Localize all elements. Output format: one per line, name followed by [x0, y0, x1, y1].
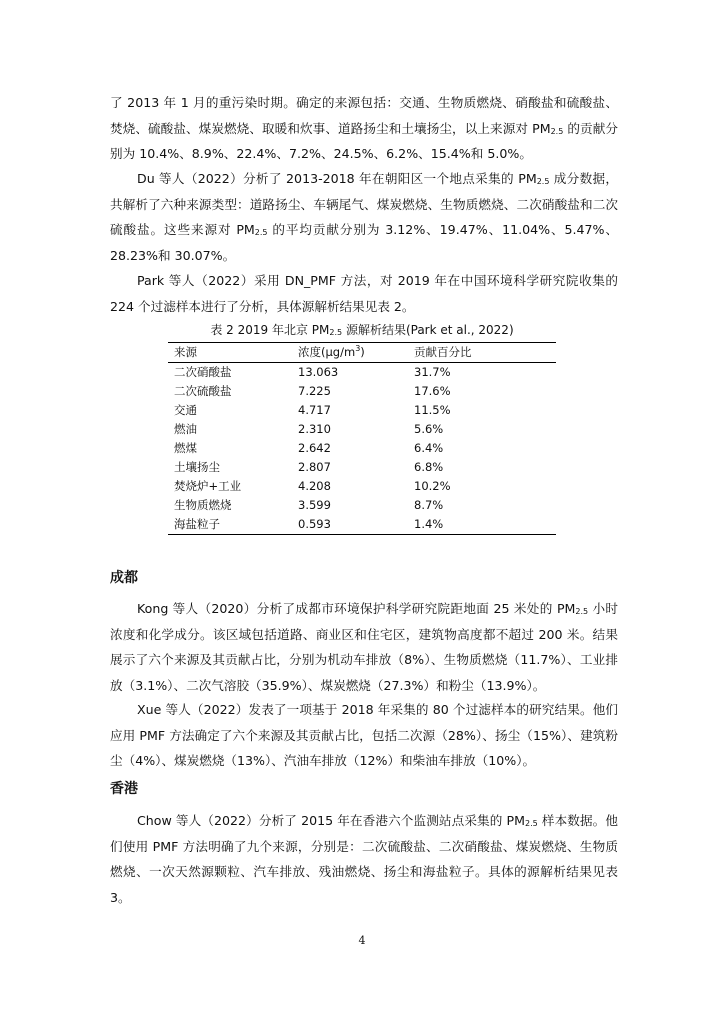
- cell-concentration: 13.063: [298, 365, 339, 379]
- paragraph-beijing-2013: 了 2013 年 1 月的重污染时期。确定的来源包括：交通、生物质燃烧、硝酸盐和硫酸盐、焚烧、硫酸盐、煤炭燃烧、取暖和炊事、道路扬尘和土壤扬尘，以上来源对 $PM_{2.5}$ 的贡献分别为 10.4%、8.9%、22.4%、7.2%、24.5%、6.2%、15.4%和 5.0%。: [110, 95, 618, 161]
- cell-concentration: 4.208: [298, 479, 331, 493]
- page-number: 4: [358, 934, 366, 947]
- paragraph-chow-2022: Chow 等人（2022）分析了 2015 年在香港六个监测站点采集的 $PM_{2.5}$ 样本数据。他们使用 PMF 方法明确了九个来源，分别是：二次硫酸盐、二次硝酸盐、煤炭燃烧、生物质燃烧、一次天然源颗粒、汽车排放、残油燃烧、扬尘和海盐粒子。具体的源解析结果见表 3。: [110, 813, 618, 905]
- heading-chengdu: 成都: [110, 570, 138, 586]
- cell-contribution: 31.7%: [414, 365, 451, 379]
- header-source: 来源: [168, 343, 292, 363]
- cell-source: 二次硫酸盐: [174, 384, 232, 398]
- cell-contribution: 1.4%: [408, 515, 556, 535]
- cell-source: 生物质燃烧: [174, 498, 232, 512]
- table-row: [168, 496, 556, 515]
- paragraph-du-2022: Du 等人（2022）分析了 2013-2018 年在朝阳区一个地点采集的 $PM_{2.5}$ 成分数据，共解析了六种来源类型：道路扬尘、车辆尾气、煤炭燃烧、生物质燃烧、二次硝酸盐和二次硫酸盐。这些来源对 $PM_{2.5}$ 的平均贡献分别为 3.12%、19.47%、11.04%、5.47%、28.23%和 30.07%。: [110, 171, 618, 263]
- paragraph-xue-2022: Xue 等人（2022）发表了一项基于 2018 年采集的 80 个过滤样本的研究结果。他们应用 PMF 方法确定了六个来源及其贡献占比，包括二次源（28%）、扬尘（15%）、建筑粉尘（4%）、煤炭燃烧（13%）、汽油车排放（12%）和柴油车排放（10%）。: [110, 702, 618, 768]
- header-concentration: 浓度$(\mu g/m^3)$: [292, 343, 408, 363]
- table-header-row: [168, 343, 556, 363]
- cell-source: 海盐粒子: [168, 515, 292, 535]
- cell-source: 燃油: [174, 422, 197, 436]
- paragraph-park-2022: Park 等人（2022）采用 DN_PMF 方法，对 2019 年在中国环境科学研究院收集的 224 个过滤样本进行了分析，具体源解析结果见表 2。: [110, 273, 618, 314]
- table-row: [168, 515, 556, 535]
- table-row: [168, 363, 556, 383]
- table-row: [168, 439, 556, 458]
- table-row: [168, 420, 556, 439]
- cell-concentration: 7.225: [298, 384, 331, 398]
- cell-contribution: 10.2%: [414, 479, 451, 493]
- header-contribution: 贡献百分比: [408, 343, 556, 363]
- table-row: [168, 401, 556, 420]
- source-apportionment-table: [168, 342, 556, 535]
- cell-concentration: 3.599: [298, 498, 331, 512]
- cell-contribution: 6.4%: [414, 441, 444, 455]
- cell-contribution: 6.8%: [414, 460, 444, 474]
- cell-concentration: 4.717: [298, 403, 331, 417]
- cell-source: 土壤扬尘: [174, 460, 220, 474]
- table-caption: 表 2 2019 年北京 $PM_{2.5}$ 源解析结果(Park et al., 2022): [210, 323, 514, 337]
- heading-hongkong: 香港: [110, 781, 138, 797]
- cell-contribution: 5.6%: [414, 422, 444, 436]
- cell-concentration: 2.310: [298, 422, 331, 436]
- cell-source: 交通: [174, 403, 197, 417]
- cell-contribution: 17.6%: [414, 384, 451, 398]
- cell-source: 焚烧炉+工业: [174, 479, 242, 493]
- cell-contribution: 8.7%: [414, 498, 444, 512]
- table-row: [168, 382, 556, 401]
- cell-contribution: 11.5%: [414, 403, 451, 417]
- cell-source: 燃煤: [174, 441, 197, 455]
- cell-source: 二次硝酸盐: [174, 365, 232, 379]
- cell-concentration: 0.593: [292, 515, 408, 535]
- table-row: [168, 458, 556, 477]
- cell-concentration: 2.642: [298, 441, 331, 455]
- cell-concentration: 2.807: [298, 460, 331, 474]
- table-row: [168, 477, 556, 496]
- paragraph-kong-2020: Kong 等人（2020）分析了成都市环境保护科学研究院距地面 25 米处的 $PM_{2.5}$ 小时浓度和化学成分。该区域包括道路、商业区和住宅区，建筑物高度都不超过 200 米。结果展示了六个来源及其贡献占比，分别为机动车排放（8%）、生物质燃烧（11.7%）、工业排放（3.1%）、二次气溶胶（35.9%）、煤炭燃烧（27.3%）和粉尘（13.9%）。: [110, 601, 618, 693]
